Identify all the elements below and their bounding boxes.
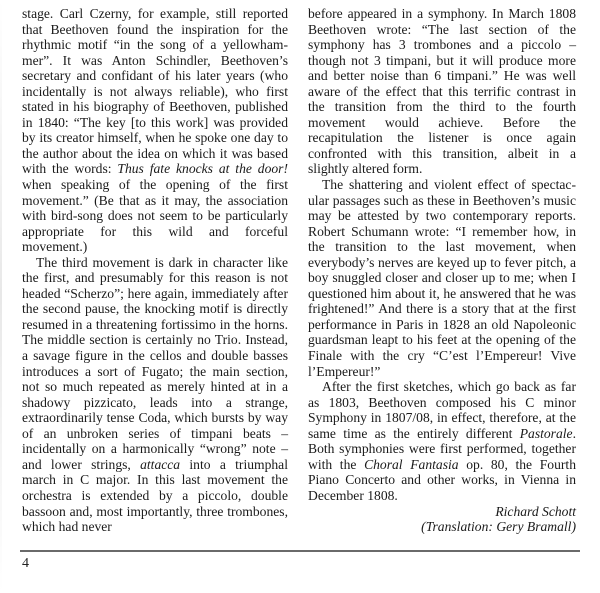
- footer-divider: [20, 550, 580, 552]
- translation-credit: (Translation: Gery Bramall): [421, 519, 576, 535]
- paragraph-first-sketches: After the first sketches, which go back as far as 1803, Beethoven composed his C minor Symphony in 1807/08, in effect, therefore, at the same time as the entirely different Pastorale. Both symphonies were first performed, together with the Choral Fantasia op. 80, the Fourth Piano Concerto and other works, in Vienna in December 1808.: [308, 379, 576, 503]
- title-pastorale: Pastorale: [519, 425, 573, 441]
- paragraph-march-1808: before appeared in a symphony. In March 1808 Beethoven wrote: “The last section of the symphony has 3 trombones and a piccolo – though not 3 timpani, but it will produce more and better noise than 6 timpani.” He was well aware of the effect that this terrific contrast in the transition from the third to the fourth movement would achieve. Before the recapitulation the listener is once again confronted with this transition, albeit in a slightly altered form.: [308, 6, 576, 177]
- paragraph-schumann-report: The shattering and violent effect of spectacular passages such as these in Beethoven’s music may be attested by two contemporary reports. Robert Schumann wrote: “I remember how, in the transition to the last movement, when everybody’s nerves are keyed up to fever pitch, a boy snuggled closer and closer up to me; when I questioned him about it, he answered that he was frightened!” And there is a story that at the first performance in Paris in 1828 an old Napoleonic guardsman leapt to his feet at the opening of the Finale with the cry “C’est l’Empereur! Vive l’Empereur!”: [308, 177, 576, 379]
- paragraph-czerny-schindler: stage. Carl Czerny, for example, still reported that Beethoven found the inspiration for the rhythmic motif “in the song of a yellowhammer”. It was Anton Schindler, Beethoven’s secretary and confidant of his later years (who incidentally is not always reliable), who first stated in his biography of Beethoven, published in 1840: “The key [to this work] was provided by its creator himself, when he spoke one day to the author about the idea on which it was based with the words: Thus fate knocks at the door! when speaking of the opening of the first movement.” (Be that as it may, the association with bird-song does not seem to be particularly appropriate for this wild and forceful movement.): [22, 6, 288, 255]
- term-attacca: attacca: [140, 456, 181, 472]
- page-edge-shadow: [0, 0, 2, 593]
- title-choral-fantasia: Choral Fantasia: [364, 456, 459, 472]
- paragraph-third-movement: The third movement is dark in character like the first, and presumably for this reason is not headed “Scherzo”; here again, immediately after the second pause, the knocking motif is directly resumed in a threatening fortissimo in the horns. The middle section is certainly no Trio. Instead, a savage figure in the cellos and double basses introduces a sort of Fugato; the main section, not so much repeated as merely hinted at in a shadowy pizzicato, leads into a strange, extraordinarily tense Coda, which bursts by way of an unbroken series of timpani beats – incidentally on a harmonically “wrong” note – and lower strings, attacca into a triumphal march in C major. In this last movement the orchestra is extended by a piccolo, double bassoon and, most importantly, three trombones, which had never: [22, 254, 288, 535]
- left-column: [22, 6, 288, 535]
- quote-fate-knocks: Thus fate knocks at the door!: [117, 161, 288, 177]
- author-signature: Richard Schott: [495, 503, 576, 519]
- page-number: 4: [22, 556, 29, 571]
- right-column: [308, 6, 576, 535]
